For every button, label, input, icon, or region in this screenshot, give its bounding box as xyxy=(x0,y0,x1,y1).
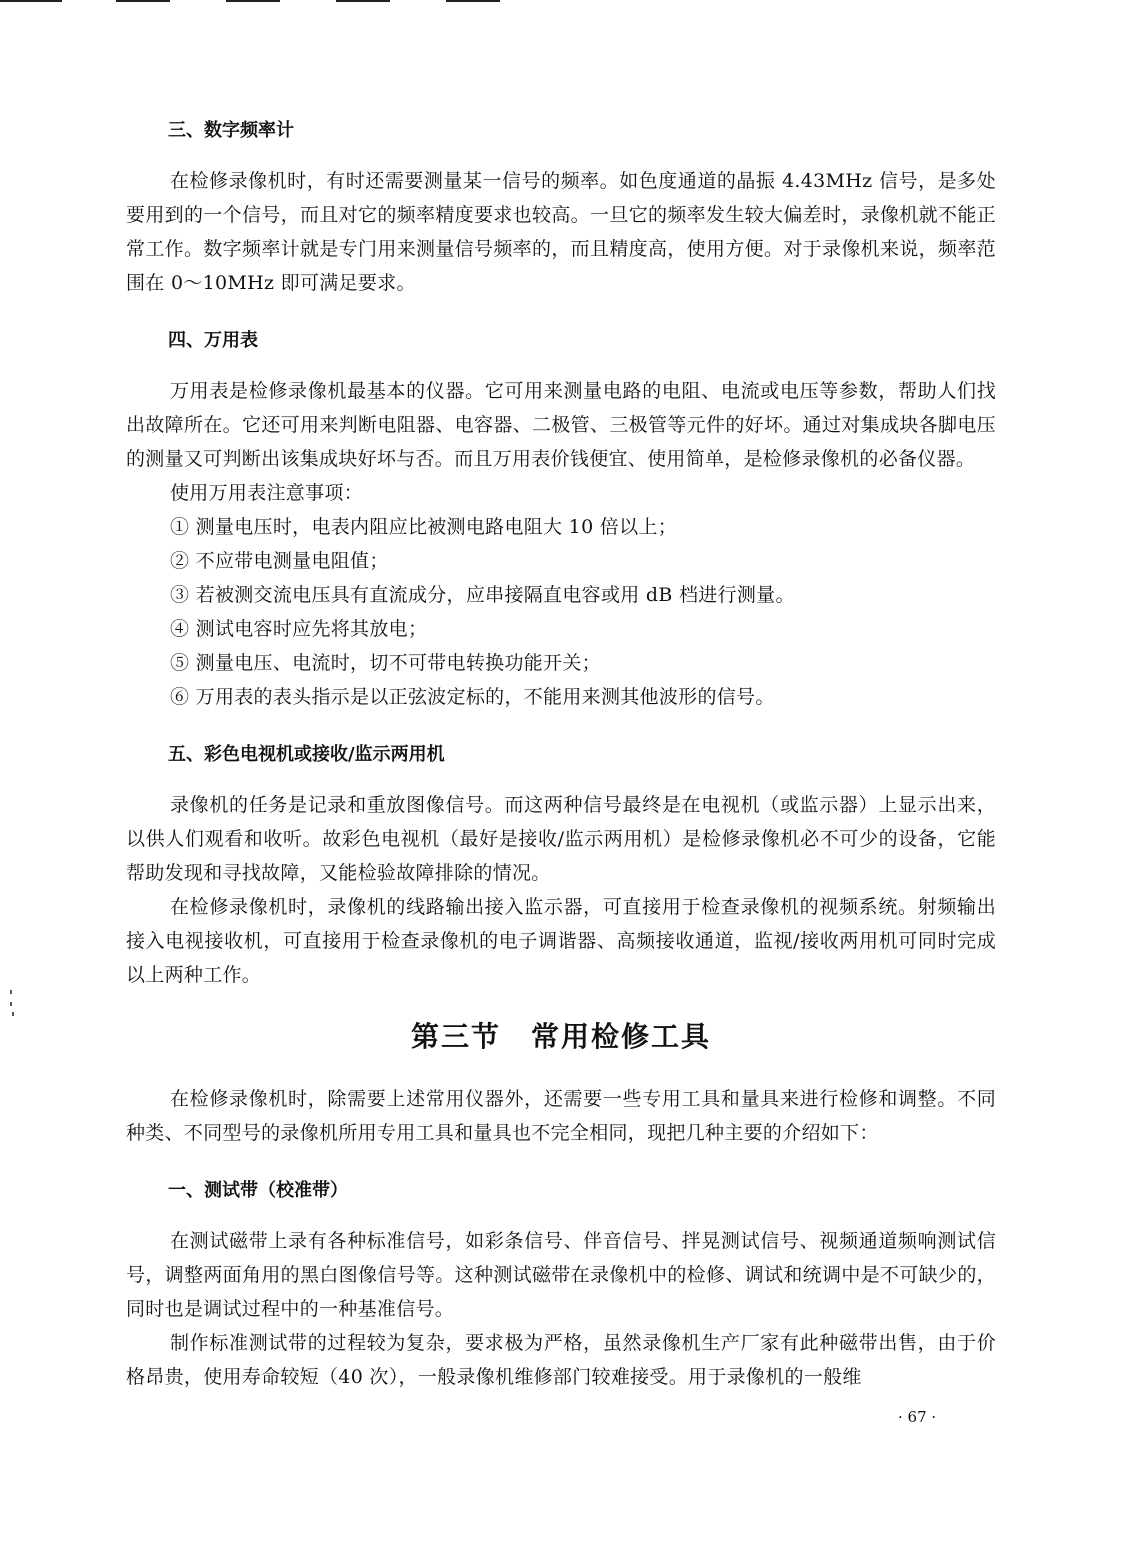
paragraph: 在检修录像机时，录像机的线路输出接入监示器，可直接用于检查录像机的视频系统。射频输出接入电视接收机，可直接用于检查录像机的电子调谐器、高频接收通道，监视/接收两用机可同时完成以上两种工作。 xyxy=(126,896,996,986)
chapter-section-title: 第三节 常用检修工具 xyxy=(410,1020,711,1053)
list-item: ④ 测试电容时应先将其放电； xyxy=(170,618,428,640)
list-item: ① 测量电压时，电表内阻应比被测电路电阻大 10 倍以上； xyxy=(170,516,677,538)
paragraph: 录像机的任务是记录和重放图像信号。而这两种信号最终是在电视机（或监示器）上显示出来，以供人们观看和收听。故彩色电视机（最好是接收/监示两用机）是检修录像机必不可少的设备，它能帮助发现和寻找故障，又能检验故障排除的情况。 xyxy=(126,794,996,884)
paragraph: 使用万用表注意事项： xyxy=(170,482,364,504)
top-edge-marks xyxy=(0,0,1122,6)
scan-specks xyxy=(10,990,16,1030)
paragraph: 在检修录像机时，有时还需要测量某一信号的频率。如色度通道的晶振 4.43MHz 信号，是多处要用到的一个信号，而且对它的频率精度要求也较高。一旦它的频率发生较大偏差时，录像机就不能正常工作。数字频率计就是专门用来测量信号频率的，而且精度高，使用方便。对于录像机来说，频率范围在 0～10MHz 即可满足要求。 xyxy=(126,170,996,294)
section-heading-multimeter: 四、万用表 xyxy=(168,330,258,351)
list-item: ⑤ 测量电压、电流时，切不可带电转换功能开关； xyxy=(170,652,601,674)
paragraph: 在测试磁带上录有各种标准信号，如彩条信号、伴音信号、拌晃测试信号、视频通道频响测试信号，调整两面角用的黑白图像信号等。这种测试磁带在录像机中的检修、调试和统调中是不可缺少的，同时也是调试过程中的一种基准信号。 xyxy=(126,1230,996,1320)
list-item: ⑥ 万用表的表头指示是以正弦波定标的，不能用来测其他波形的信号。 xyxy=(170,686,775,708)
paragraph: 万用表是检修录像机最基本的仪器。它可用来测量电路的电阻、电流或电压等参数，帮助人们找出故障所在。它还可用来判断电阻器、电容器、二极管、三极管等元件的好坏。通过对集成块各脚电压的测量又可判断出该集成块好坏与否。而且万用表价钱便宜、使用简单，是检修录像机的必备仪器。 xyxy=(126,380,996,470)
subsection-heading-test-tape: 一、测试带（校准带） xyxy=(168,1180,348,1201)
section-heading-tv-monitor: 五、彩色电视机或接收/监示两用机 xyxy=(168,744,445,765)
list-item: ② 不应带电测量电阻值； xyxy=(170,550,389,572)
paragraph: 制作标准测试带的过程较为复杂，要求极为严格，虽然录像机生产厂家有此种磁带出售，由于价格昂贵，使用寿命较短（40 次），一般录像机维修部门较难接受。用于录像机的一般维 xyxy=(126,1332,996,1388)
list-item: ③ 若被测交流电压具有直流成分，应串接隔直电容或用 dB 档进行测量。 xyxy=(170,584,795,606)
page-number: · 67 · xyxy=(898,1408,937,1426)
page-body xyxy=(126,112,996,1394)
intro-paragraph: 在检修录像机时，除需要上述常用仪器外，还需要一些专用工具和量具来进行检修和调整。不同种类、不同型号的录像机所用专用工具和量具也不完全相同，现把几种主要的介绍如下： xyxy=(126,1088,996,1144)
section-heading-frequency-counter: 三、数字频率计 xyxy=(168,120,294,141)
